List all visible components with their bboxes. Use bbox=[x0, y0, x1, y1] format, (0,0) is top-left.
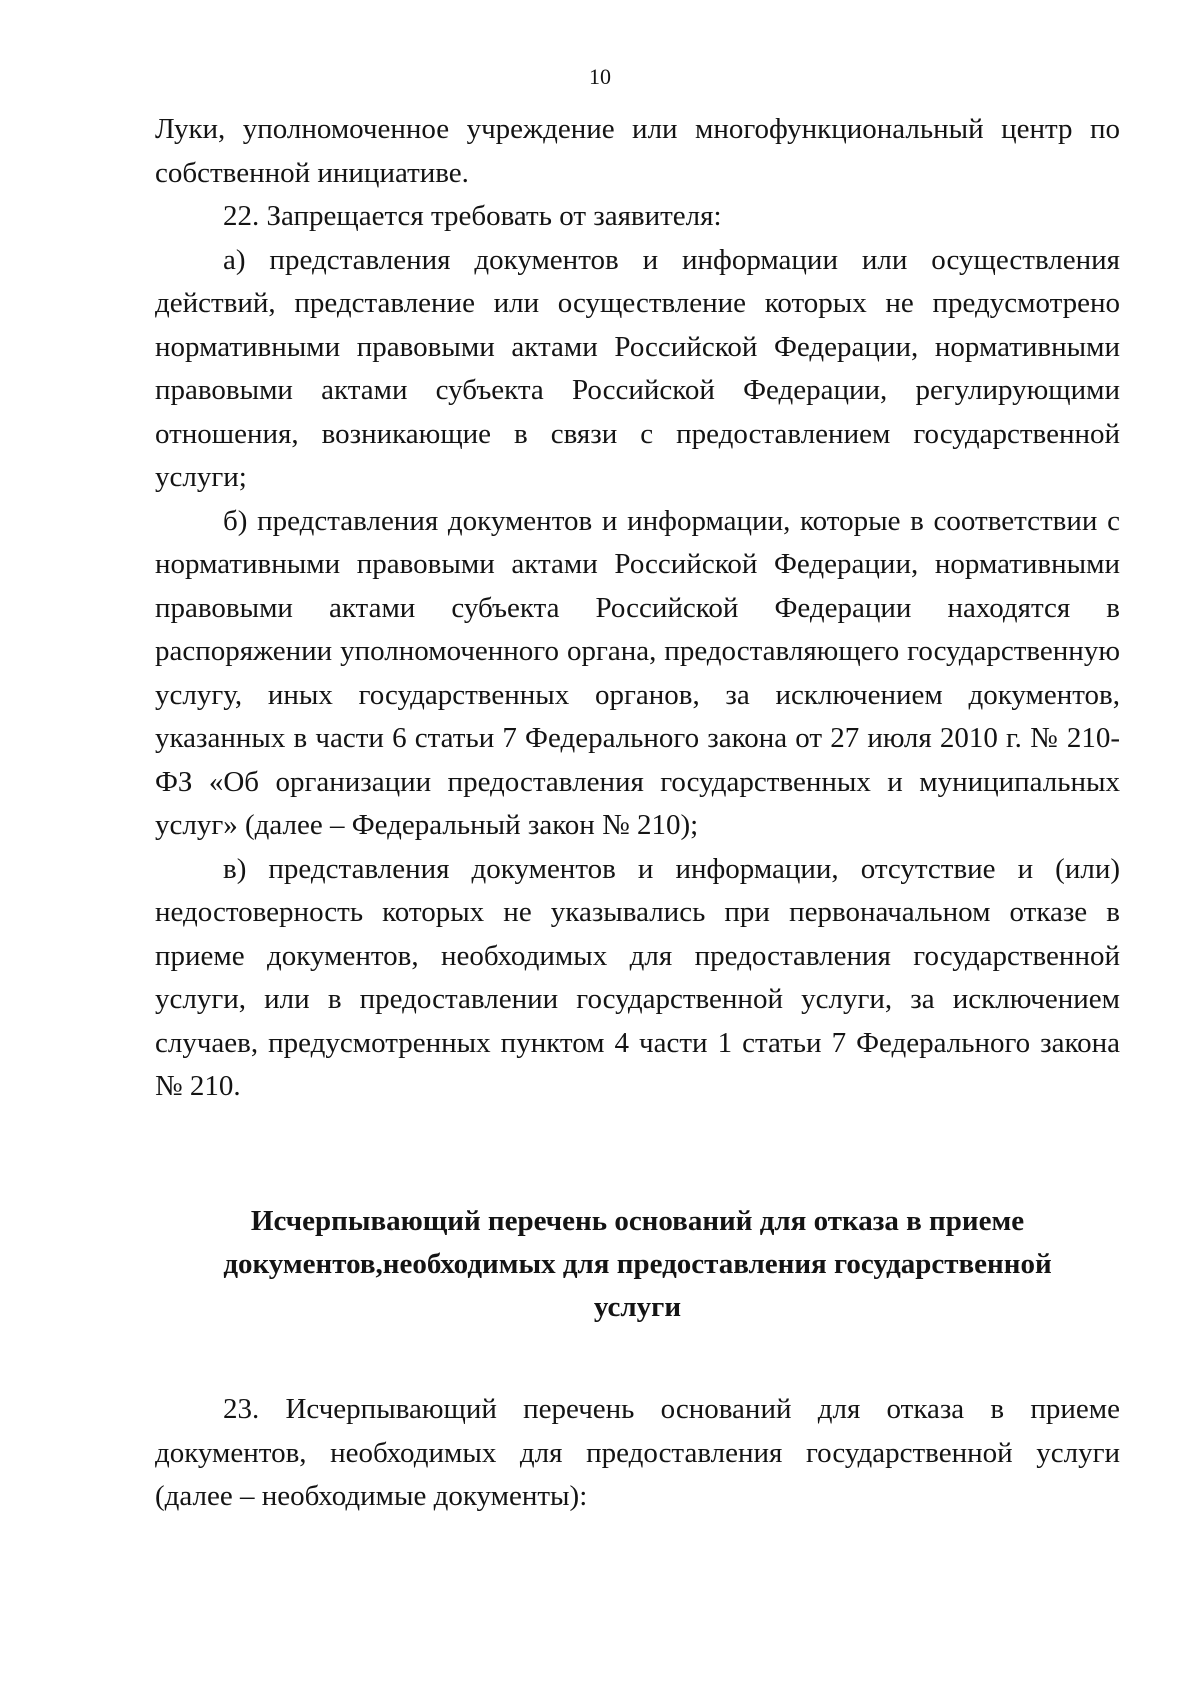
document-body-continued bbox=[155, 1388, 1120, 1519]
document-body bbox=[155, 108, 1120, 1109]
heading-line: Исчерпывающий перечень оснований для отказа в приеме bbox=[250, 1205, 1025, 1237]
paragraph-continuation: Луки, уполномоченное учреждение или многофункциональный центр по собственной инициативе. bbox=[155, 113, 1120, 189]
page-number: 10 bbox=[589, 64, 611, 89]
section-heading bbox=[155, 1200, 1120, 1329]
paragraph-22-b: б) представления документов и информации, которые в соответствии с нормативными правовыми актами Российской Федерации, нормативными правовыми актами субъекта Российской Федерации находятся в распоряжении уполномоченного органа, предоставляющего государственную услугу, иных государственных органов, за исключением документов, указанных в части 6 статьи 7 Федерального закона от 27 июля 2010 г. № 210-ФЗ «Об организации предоставления государственных и муниципальных услуг» (далее – Федеральный закон № 210); bbox=[155, 504, 1120, 841]
heading-line: услуги bbox=[593, 1291, 682, 1323]
paragraph-23: 23. Исчерпывающий перечень оснований для отказа в приеме документов, необходимых для предоставления государственной услуги (далее – необходимые документы): bbox=[155, 1393, 1120, 1512]
paragraph-22: 22. Запрещается требовать от заявителя: bbox=[223, 200, 722, 232]
paragraph-22-v: в) представления документов и информации, отсутствие и (или) недостоверность которых не указывались при первоначальном отказе в приеме документов, необходимых для предоставления государственной услуги, или в предоставлении государственной услуги, за исключением случаев, предусмотренных пунктом 4 части 1 статьи 7 Федерального закона № 210. bbox=[155, 852, 1120, 1102]
paragraph-22-a: а) представления документов и информации или осуществления действий, представление или осуществление которых не предусмотрено нормативными правовыми актами Российской Федерации, нормативными правовыми актами субъекта Российской Федерации, регулирующими отношения, возникающие в связи с предоставлением государственной услуги; bbox=[155, 243, 1120, 493]
heading-line: документов,необходимых для предоставления государственной bbox=[223, 1248, 1052, 1280]
